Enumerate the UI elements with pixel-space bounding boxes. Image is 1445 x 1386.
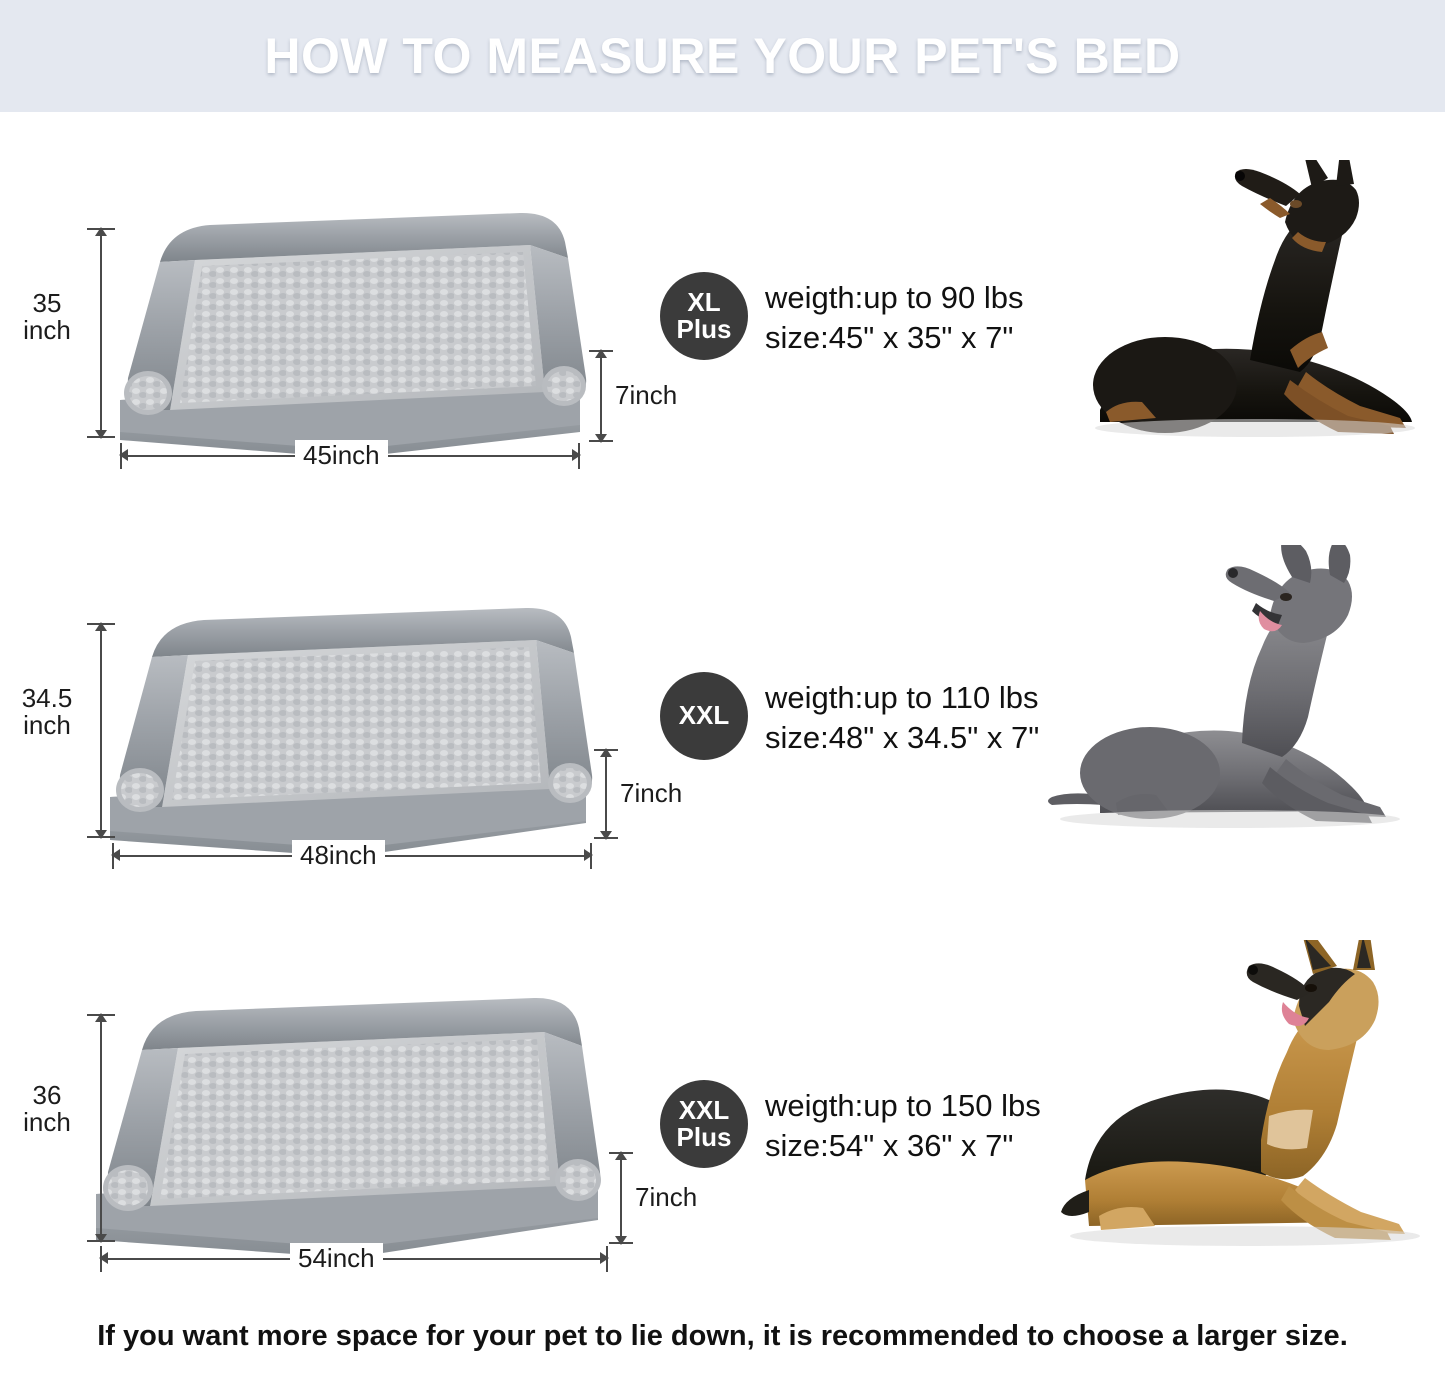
spec-size-3: size:54" x 36" x 7" <box>765 1128 1014 1163</box>
bed-illustration-1 <box>20 200 660 470</box>
dimension-cap <box>87 1014 115 1016</box>
depth-label-2: 34.5 inch <box>21 683 73 741</box>
size-row-xxl-plus <box>0 940 1445 1280</box>
spec-weight-1: weigth:up to 90 lbs <box>765 280 1024 315</box>
dimension-cap <box>112 843 114 869</box>
page-title: HOW TO MEASURE YOUR PET'S BED <box>264 28 1181 84</box>
size-badge-2 <box>660 672 748 760</box>
header-banner <box>0 0 1445 112</box>
badge-line-1: XXL <box>678 700 730 731</box>
depth-label-3: 36 inch <box>23 1080 71 1138</box>
height-label-3: 7inch <box>635 1182 698 1212</box>
german-shepherd-illustration <box>1055 940 1445 1270</box>
dog-photo-great-dane <box>1030 545 1430 845</box>
pet-bed-drawing <box>20 200 660 470</box>
spec-weight-3: weigth:up to 150 lbs <box>765 1088 1041 1123</box>
dimension-cap <box>594 749 618 751</box>
height-dimension-line-3 <box>620 1152 622 1244</box>
depth-dimension-line-1 <box>100 228 102 438</box>
dimension-cap <box>578 443 580 469</box>
dimension-cap <box>87 836 115 838</box>
dimension-cap <box>87 228 115 230</box>
size-row-xxl <box>0 545 1445 885</box>
spec-weight-2: weigth:up to 110 lbs <box>765 680 1039 715</box>
dimension-cap <box>609 1242 633 1244</box>
dimension-cap <box>594 837 618 839</box>
dimension-cap <box>589 440 613 442</box>
dimension-cap <box>609 1152 633 1154</box>
size-row-xl-plus <box>0 150 1445 490</box>
footer-note: If you want more space for your pet to lie down, it is recommended to choose a larger size. <box>97 1320 1348 1352</box>
badge-line-1: XXL <box>678 1094 730 1125</box>
bed-illustration-2 <box>20 595 660 865</box>
width-label-2: 48inch <box>292 840 385 871</box>
height-label-2: 7inch <box>620 778 683 808</box>
width-label-3: 54inch <box>290 1243 383 1274</box>
badge-line-1: XL <box>687 286 721 317</box>
depth-dimension-line-3 <box>100 1014 102 1242</box>
height-dimension-line-2 <box>605 749 607 839</box>
dimension-cap <box>87 623 115 625</box>
dimension-cap <box>100 1246 102 1272</box>
badge-line-2: Plus <box>676 1122 732 1152</box>
badge-line-2: Plus <box>676 314 732 344</box>
depth-dimension-line-2 <box>100 623 102 838</box>
depth-label-1: 35 inch <box>23 288 71 346</box>
dimension-cap <box>87 1240 115 1242</box>
pet-bed-drawing <box>20 990 660 1260</box>
height-dimension-line-1 <box>600 350 602 442</box>
great-dane-illustration <box>1030 545 1445 855</box>
pet-bed-drawing <box>20 595 660 865</box>
dimension-cap <box>606 1246 608 1272</box>
spec-size-2: size:48" x 34.5" x 7" <box>765 720 1040 755</box>
dog-photo-german-shepherd <box>1055 940 1445 1240</box>
width-label-1: 45inch <box>295 440 388 471</box>
doberman-illustration <box>1060 160 1445 460</box>
bed-illustration-3 <box>20 990 660 1260</box>
height-label-1: 7inch <box>615 380 678 410</box>
dog-photo-doberman <box>1060 160 1445 460</box>
spec-size-1: size:45" x 35" x 7" <box>765 320 1014 355</box>
size-badge-3 <box>660 1080 748 1168</box>
dimension-cap <box>87 436 115 438</box>
dimension-cap <box>589 350 613 352</box>
dimension-cap <box>120 443 122 469</box>
dimension-cap <box>590 843 592 869</box>
size-badge-1 <box>660 272 748 360</box>
